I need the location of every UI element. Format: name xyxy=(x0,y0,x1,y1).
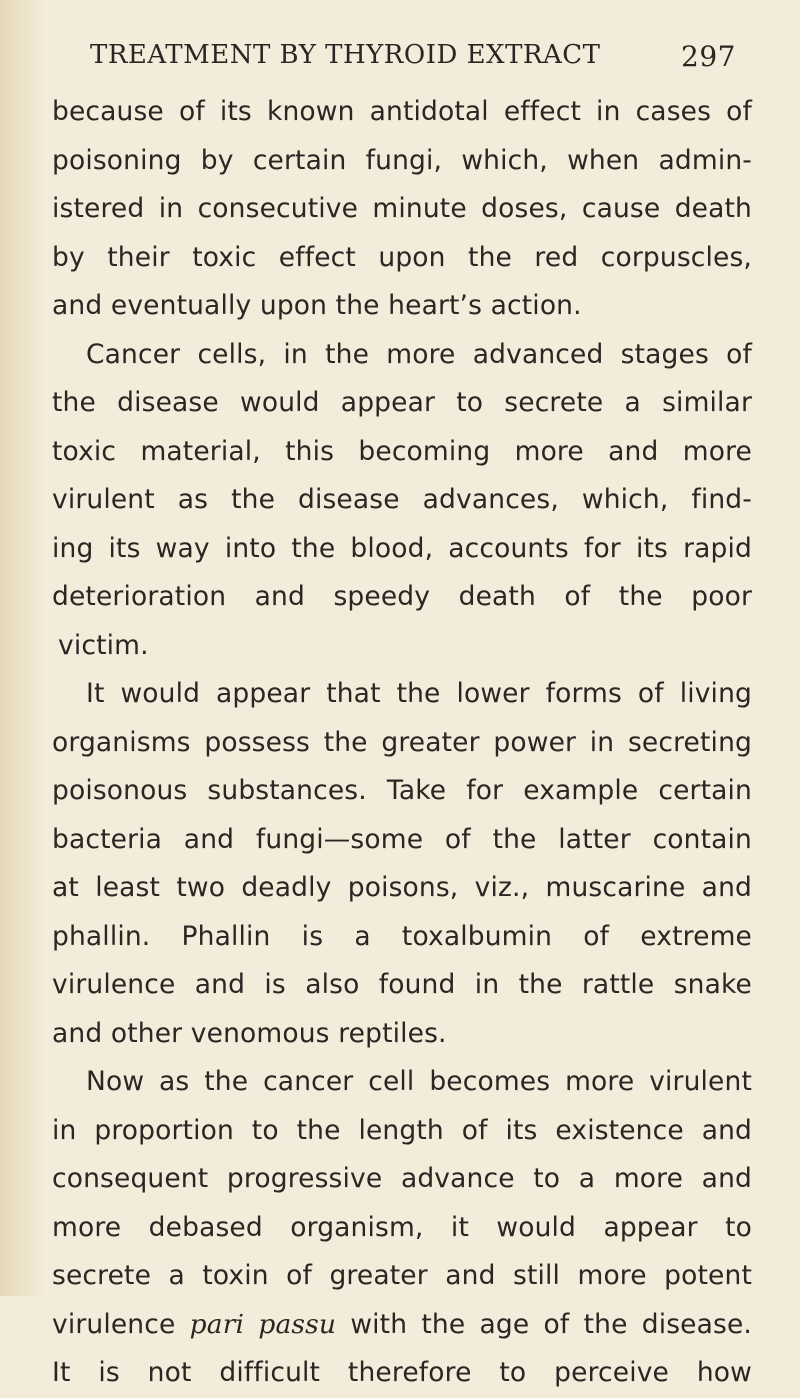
text-line: toxic material, this becoming more and more xyxy=(52,435,752,467)
text-line: virulent as the disease advances, which, find- xyxy=(52,484,752,515)
text-line-with-italic xyxy=(52,1301,752,1350)
page-edge-shadow xyxy=(0,0,46,1296)
text-line: phallin. Phallin is a toxalbumin of extreme xyxy=(52,920,752,952)
text-line: victim. xyxy=(58,629,149,661)
text-span: virulence xyxy=(52,1308,190,1340)
text-line: by their toxic effect upon the red corpuscles, xyxy=(52,241,752,273)
text-line: because of its known antidotal effect in cases of xyxy=(52,96,752,127)
text-line: secrete a toxin of greater and still more potent xyxy=(52,1260,752,1291)
text-line: organisms possess the greater power in secreting xyxy=(52,726,752,758)
page-number: 297 xyxy=(681,40,736,73)
text-line: and eventually upon the heart’s action. xyxy=(52,290,582,321)
text-line: poisonous substances. Take for example certain xyxy=(52,775,752,806)
italic-phrase: pari passu xyxy=(189,1308,337,1340)
text-span: with the age of the disease. xyxy=(336,1308,753,1340)
text-line: deterioration and speedy death of the poor xyxy=(52,581,752,612)
text-line: more debased organism, it would appear to xyxy=(52,1211,752,1243)
text-line: at least two deadly poisons, viz., muscarine and xyxy=(52,872,752,903)
paragraph-start-line: Cancer cells, in the more advanced stages of xyxy=(86,338,752,370)
text-line: virulence and is also found in the rattle snake xyxy=(52,969,752,1000)
text-line: consequent progressive advance to a more and xyxy=(52,1163,752,1194)
text-line: ing its way into the blood, accounts for its rapid xyxy=(52,532,752,564)
text-line: It is not difficult therefore to perceive how xyxy=(52,1357,752,1388)
text-line: and other venomous reptiles. xyxy=(52,1017,447,1049)
text-line: istered in consecutive minute doses, cause death xyxy=(52,193,752,224)
running-head xyxy=(90,40,740,84)
body-text xyxy=(52,88,752,1398)
text-line: the disease would appear to secrete a similar xyxy=(52,387,752,418)
text-line: in proportion to the length of its existence and xyxy=(52,1114,752,1146)
paragraph-start-line: It would appear that the lower forms of living xyxy=(86,678,752,709)
text-line: poisoning by certain fungi, which, when admin- xyxy=(52,144,752,176)
paragraph-start-line: Now as the cancer cell becomes more virulent xyxy=(86,1066,752,1097)
text-line: bacteria and fungi—some of the latter contain xyxy=(52,823,752,855)
running-title: TREATMENT BY THYROID EXTRACT xyxy=(90,40,601,70)
